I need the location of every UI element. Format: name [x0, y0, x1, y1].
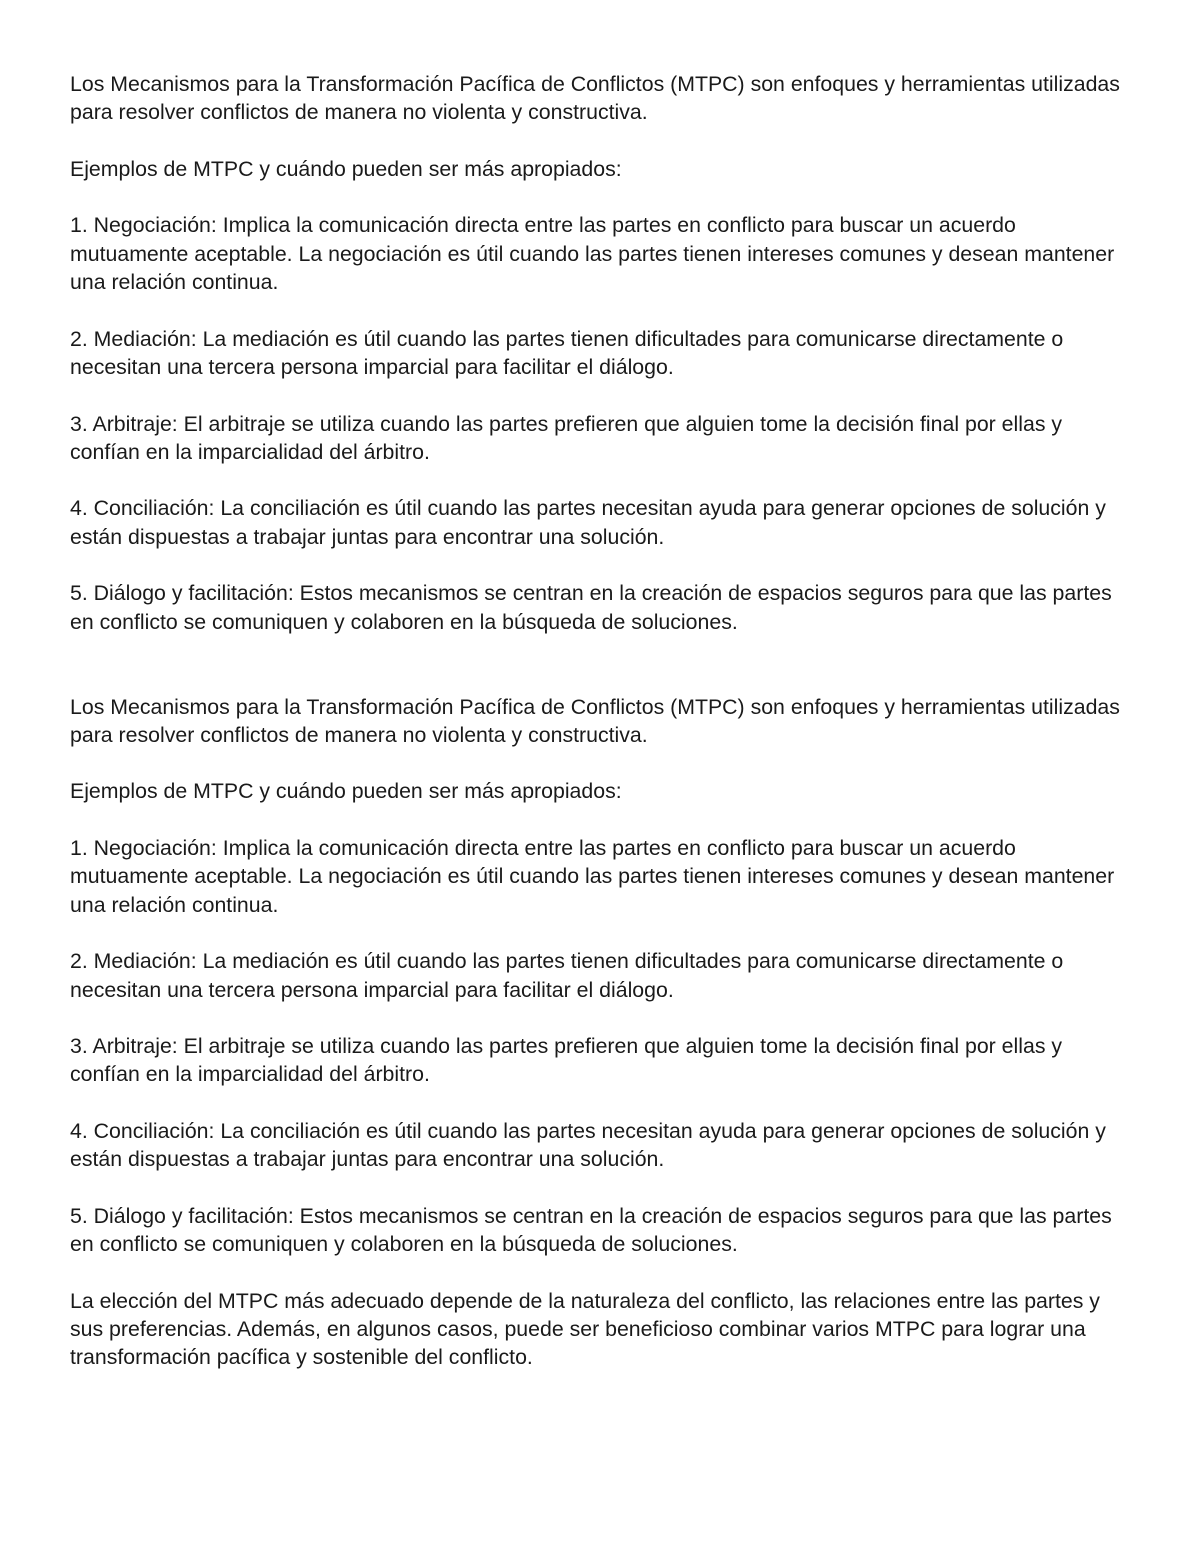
examples-heading: Ejemplos de MTPC y cuándo pueden ser más apropiados:: [70, 779, 622, 804]
section-1: [70, 70, 1132, 636]
examples-heading: Ejemplos de MTPC y cuándo pueden ser más apropiados:: [70, 156, 622, 181]
intro-paragraph: Los Mecanismos para la Transformación Pacífica de Conflictos (MTPC) son enfoques y herramientas utilizadas para resolver conflictos de manera no violenta y constructiva.: [70, 72, 1120, 125]
list-item-dialogo: 5. Diálogo y facilitación: Estos mecanismos se centran en la creación de espacios seguros para que las partes en conflicto se comuniquen y colaboren en la búsqueda de soluciones.: [70, 1203, 1112, 1257]
section-2: [70, 693, 1132, 1372]
list-item-arbitraje: 3. Arbitraje: El arbitraje se utiliza cuando las partes prefieren que alguien tome la decisión final por ellas y confían en la imparcialidad del árbitro.: [70, 1034, 1063, 1087]
list-item-negociacion: 1. Negociación: Implica la comunicación directa entre las partes en conflicto para buscar un acuerdo mutuamente aceptable. La negociación es útil cuando las partes tienen intereses comunes y desean mantener una relación continua.: [70, 836, 1115, 917]
list-item-conciliacion: 4. Conciliación: La conciliación es útil cuando las partes necesitan ayuda para generar opciones de solución y están dispuestas a trabajar juntas para encontrar una solución.: [70, 1118, 1106, 1172]
list-item-arbitraje: 3. Arbitraje: El arbitraje se utiliza cuando las partes prefieren que alguien tome la decisión final por ellas y confían en la imparcialidad del árbitro.: [70, 411, 1063, 464]
document-page: [70, 70, 1132, 1400]
list-item-conciliacion: 4. Conciliación: La conciliación es útil cuando las partes necesitan ayuda para generar opciones de solución y están dispuestas a trabajar juntas para encontrar una solución.: [70, 496, 1106, 549]
list-item-mediacion: 2. Mediación: La mediación es útil cuando las partes tienen dificultades para comunicarse directamente o necesitan una tercera persona imparcial para facilitar el diálogo.: [70, 326, 1064, 379]
section-spacer: [70, 664, 1132, 692]
list-item-mediacion: 2. Mediación: La mediación es útil cuando las partes tienen dificultades para comunicarse directamente o necesitan una tercera persona imparcial para facilitar el diálogo.: [70, 949, 1064, 1002]
conclusion-paragraph: La elección del MTPC más adecuado depende de la naturaleza del conflicto, las relaciones entre las partes y sus preferencias. Además, en algunos casos, puede ser beneficioso combinar varios MTPC para lograr una transformación pacífica y sostenible del conflicto.: [70, 1288, 1100, 1370]
list-item-dialogo: 5. Diálogo y facilitación: Estos mecanismos se centran en la creación de espacios seguros para que las partes en conflicto se comuniquen y colaboren en la búsqueda de soluciones.: [70, 581, 1112, 634]
intro-paragraph: Los Mecanismos para la Transformación Pacífica de Conflictos (MTPC) son enfoques y herramientas utilizadas para resolver conflictos de manera no violenta y constructiva.: [70, 694, 1120, 747]
list-item-negociacion: 1. Negociación: Implica la comunicación directa entre las partes en conflicto para buscar un acuerdo mutuamente aceptable. La negociación es útil cuando las partes tienen intereses comunes y desean mantener una relación continua.: [70, 213, 1115, 295]
